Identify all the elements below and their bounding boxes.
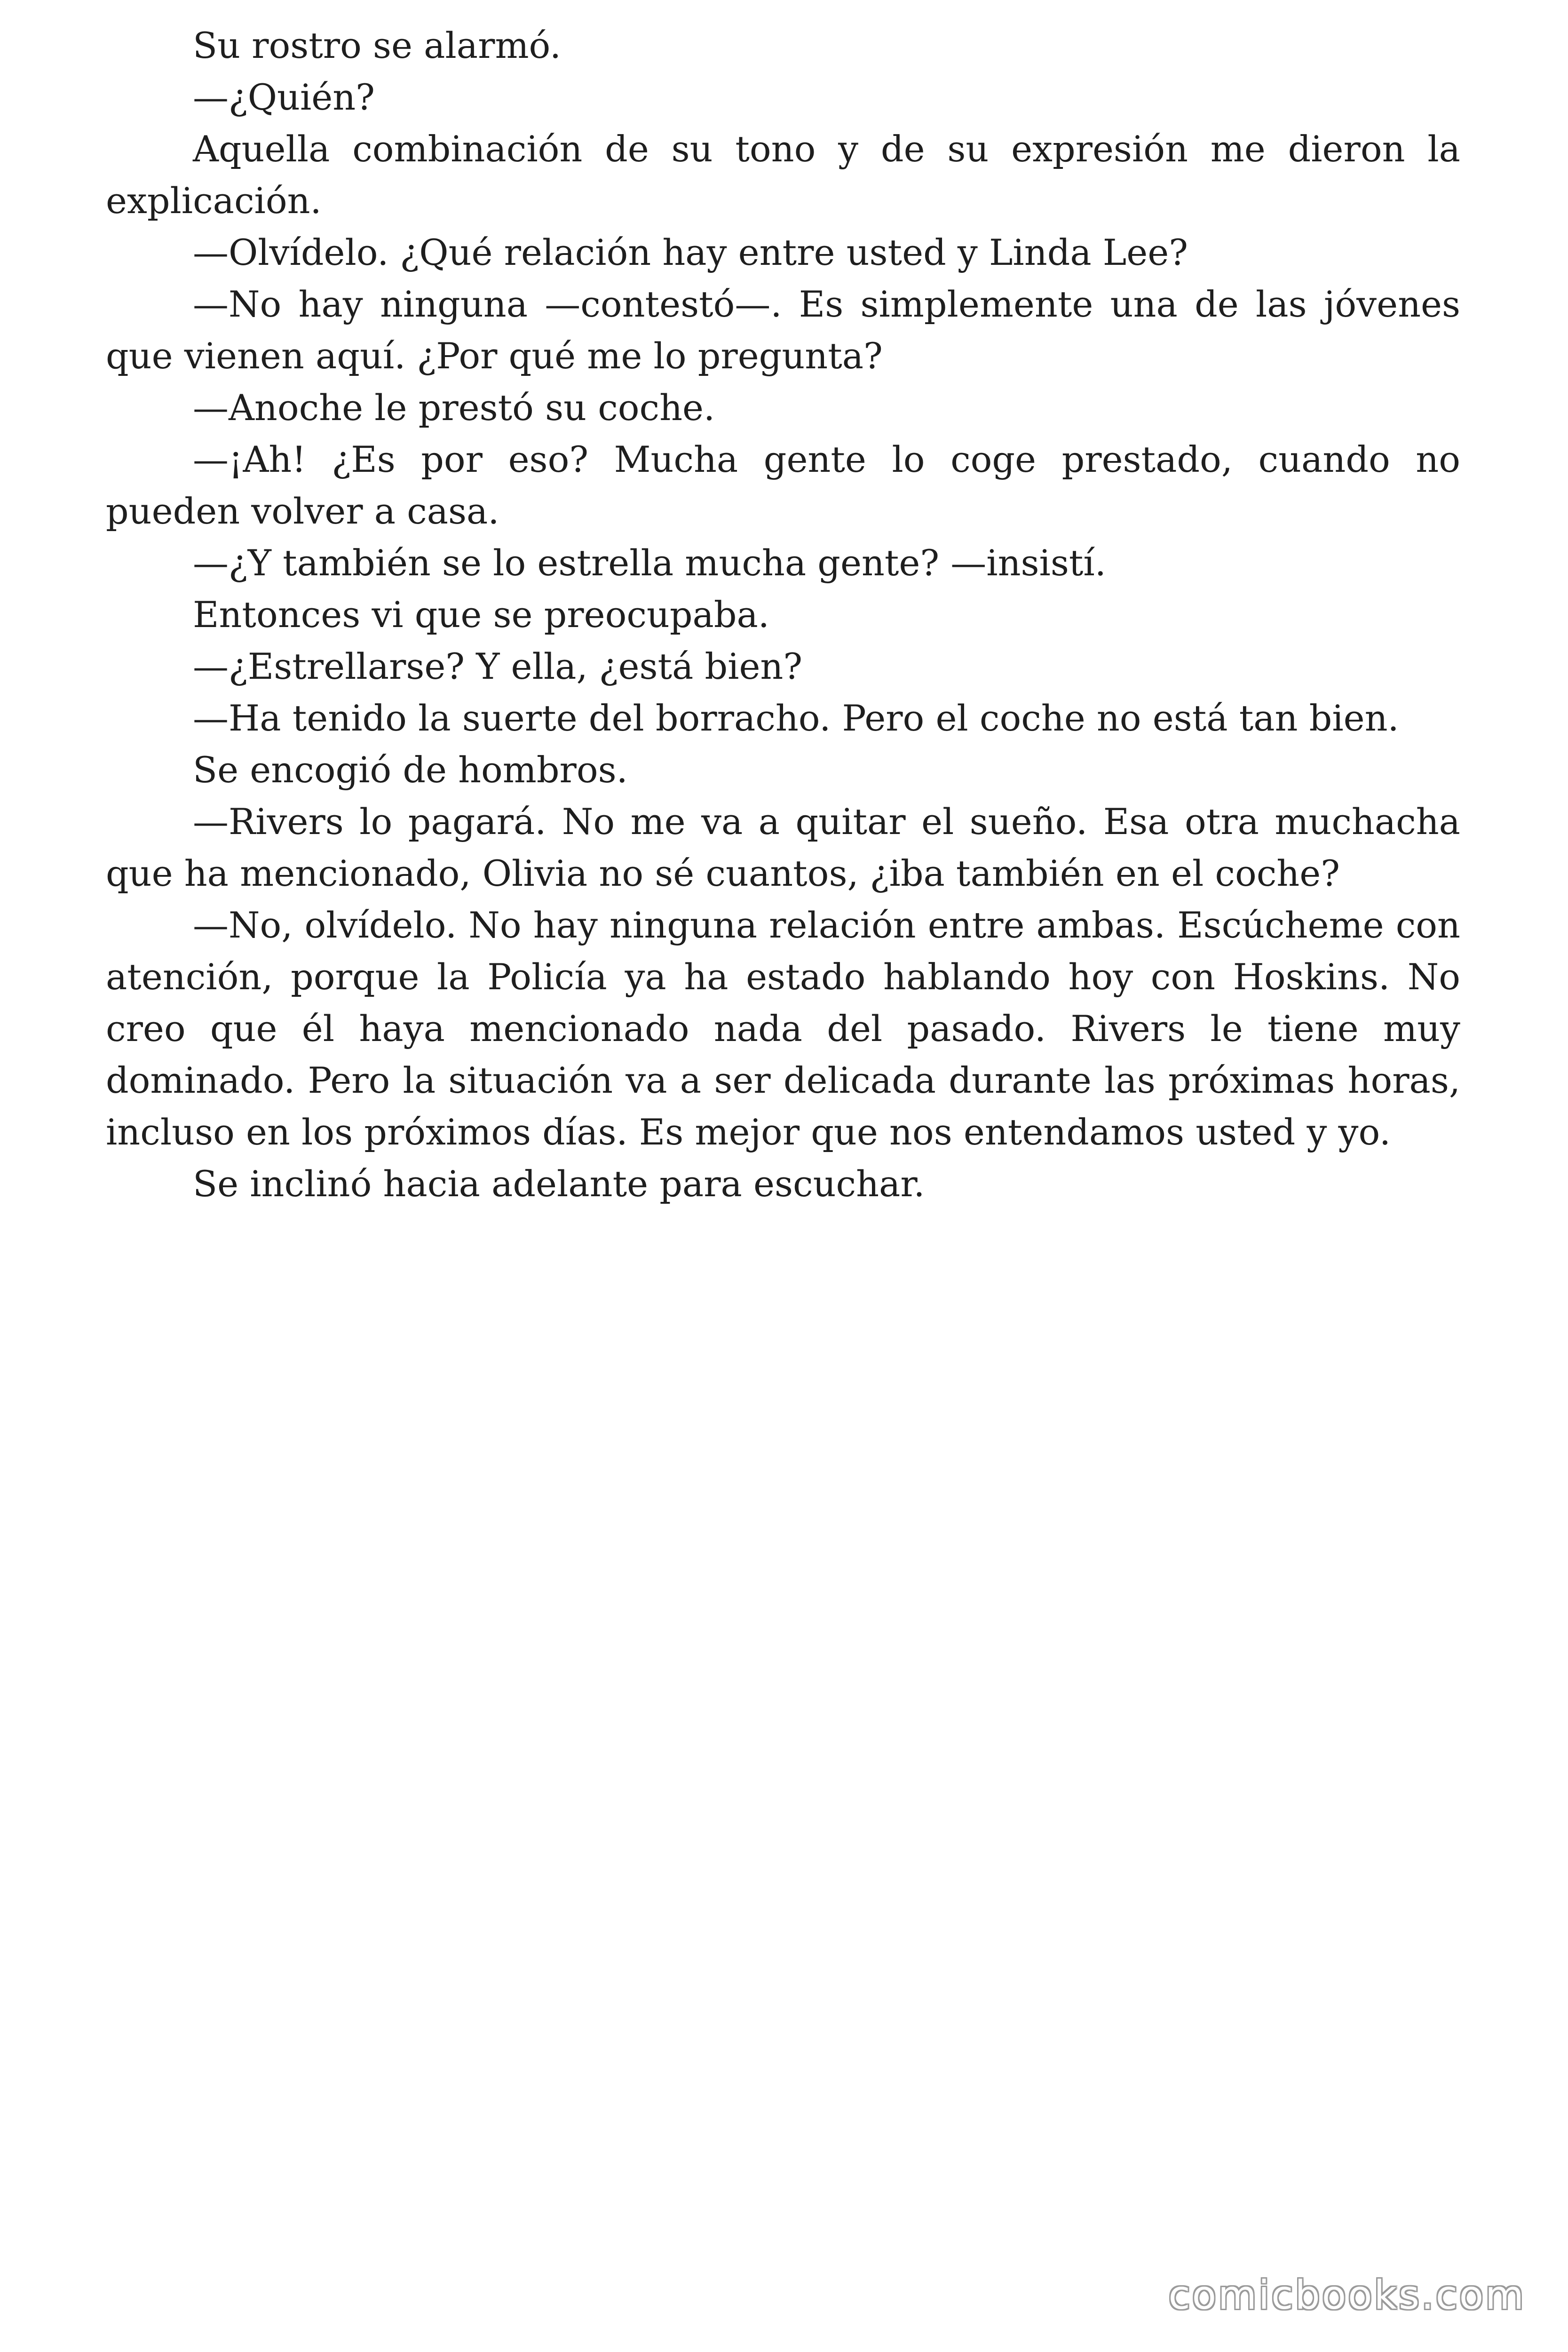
paragraph: —¿Quién? — [193, 76, 375, 118]
paragraph: —Anoche le prestó su coche. — [193, 387, 715, 429]
paragraph: —¿Estrellarse? Y ella, ¿está bien? — [193, 645, 803, 687]
paragraph: —¿Y también se lo estrella mucha gente? —insistí. — [193, 542, 1106, 584]
paragraph: Aquella combinación de su tono y de su expresión me dieron la explicación. — [106, 128, 1460, 222]
paragraph: Su rostro se alarmó. — [193, 24, 562, 66]
watermark: comicbooks.com — [1168, 2272, 1526, 2318]
paragraph: —Olvídelo. ¿Qué relación hay entre usted y Linda Lee? — [193, 231, 1188, 273]
paragraph: —No hay ninguna —contestó—. Es simplemente una de las jóvenes que vienen aquí. ¿Por qué me lo pregunta? — [106, 283, 1460, 377]
body-text — [106, 20, 1460, 1210]
paragraph: —Rivers lo pagará. No me va a quitar el sueño. Esa otra muchacha que ha mencionado, Olivia no sé cuantos, ¿iba también en el coche? — [106, 801, 1460, 894]
paragraph: Se encogió de hombros. — [193, 749, 628, 791]
paragraph: Entonces vi que se preocupaba. — [193, 594, 769, 636]
paragraph: —No, olvídelo. No hay ninguna relación entre ambas. Escúcheme con atención, porque la Policía ya ha estado hablando hoy con Hoskins. No creo que él haya mencionado nada del pasado. Rivers le tiene muy dominado. Pero la situación va a ser delicada durante las próximas horas, incluso en los próximos días. Es mejor que nos entendamos usted y yo. — [106, 904, 1460, 1153]
paragraph: —Ha tenido la suerte del borracho. Pero el coche no está tan bien. — [193, 697, 1399, 739]
paragraph: —¡Ah! ¿Es por eso? Mucha gente lo coge prestado, cuando no pueden volver a casa. — [106, 438, 1460, 532]
paragraph: Se inclinó hacia adelante para escuchar. — [193, 1163, 925, 1205]
